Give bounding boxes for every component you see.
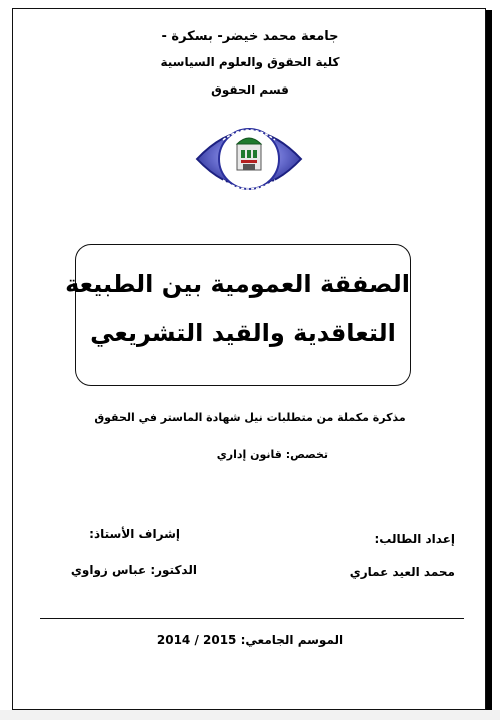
supervisor-name: الدكتور: عباس زواوي	[70, 563, 197, 577]
department-name: قسم الحقوق	[211, 83, 289, 97]
divider-line	[40, 618, 464, 619]
university-seal-logo	[193, 110, 305, 208]
thesis-title-line-1: الصفقة العمومية بين الطبيعة	[65, 270, 410, 298]
page-shadow	[486, 10, 492, 712]
season-year: 2014 / 2015	[156, 633, 237, 647]
season-label: الموسم الجامعي:	[240, 633, 344, 647]
thesis-title-box	[65, 244, 411, 386]
page-bottom-edge	[0, 710, 500, 720]
supervisor-label: إشراف الأستاذ:	[89, 527, 180, 541]
specialization: تخصص: قانون إداري	[216, 448, 328, 461]
student-label: إعداد الطالب:	[374, 532, 455, 546]
academic-season	[0, 633, 500, 647]
faculty-name: كلية الحقوق والعلوم السياسية	[160, 55, 340, 69]
student-name: محمد العيد عماري	[349, 565, 455, 579]
university-name: جامعة محمد خيضر- بسكرة -	[161, 29, 339, 44]
thesis-title-line-2: التعاقدية والقيد التشريعي	[90, 319, 396, 347]
memo-description: مذكرة مكملة من متطلبات نيل شهادة الماستر في الحقوق	[94, 411, 406, 424]
